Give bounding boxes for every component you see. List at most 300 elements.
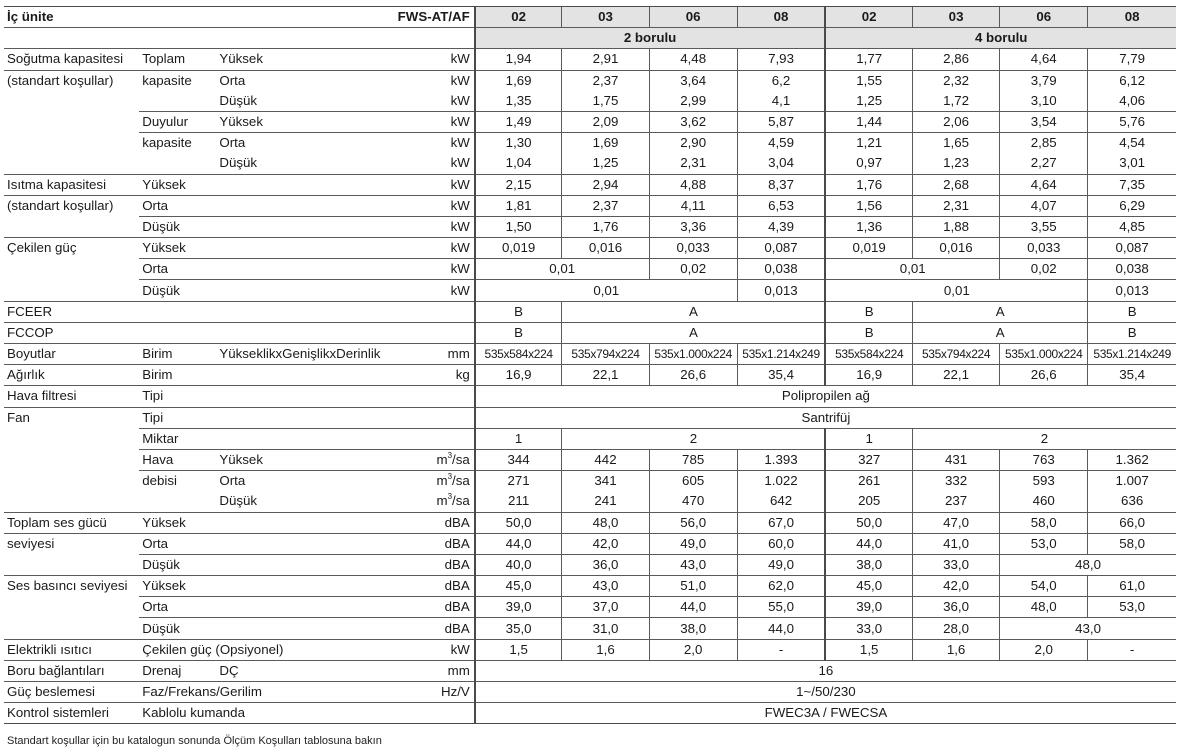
unit-suffix: /sa bbox=[452, 452, 470, 468]
data-cell: 4,64 bbox=[1000, 174, 1088, 195]
row-label bbox=[4, 597, 139, 618]
data-cell: 44,0 bbox=[825, 533, 912, 554]
row-unit: dBA bbox=[417, 512, 475, 533]
row-level-label bbox=[216, 280, 416, 301]
row-level-label bbox=[216, 554, 416, 575]
data-cell: 0,087 bbox=[1088, 238, 1176, 259]
data-cell: 535x1.214x249 bbox=[737, 344, 825, 365]
table-row bbox=[4, 386, 1176, 407]
table-title: İç ünite bbox=[4, 7, 216, 28]
data-cell: 6,29 bbox=[1088, 195, 1176, 216]
table-row bbox=[4, 533, 1176, 554]
data-cell: 48,0 bbox=[1000, 597, 1088, 618]
data-cell: 43,0 bbox=[1000, 618, 1176, 639]
row-sublabel: Drenaj bbox=[139, 660, 216, 681]
data-cell: 1,25 bbox=[825, 91, 912, 112]
data-cell: 1,23 bbox=[913, 153, 1000, 174]
table-row bbox=[4, 174, 1176, 195]
data-cell: 1,5 bbox=[475, 639, 562, 660]
row-label: Çekilen güç bbox=[4, 238, 139, 259]
data-cell: 3,36 bbox=[649, 216, 737, 237]
data-cell: 40,0 bbox=[475, 554, 562, 575]
data-cell: 4,85 bbox=[1088, 216, 1176, 237]
data-cell: 2,32 bbox=[913, 70, 1000, 91]
row-unit bbox=[417, 491, 475, 512]
table-row bbox=[4, 111, 1176, 132]
row-label bbox=[4, 259, 139, 280]
data-cell: B bbox=[825, 301, 912, 322]
row-unit bbox=[417, 386, 475, 407]
table-row bbox=[4, 682, 1176, 703]
row-unit: dBA bbox=[417, 597, 475, 618]
row-level-label: DÇ bbox=[216, 660, 416, 681]
row-label: Hava filtresi bbox=[4, 386, 139, 407]
data-cell: 53,0 bbox=[1088, 597, 1176, 618]
data-cell: 36,0 bbox=[913, 597, 1000, 618]
data-cell: 3,01 bbox=[1088, 153, 1176, 174]
row-unit: kg bbox=[417, 365, 475, 386]
table-row bbox=[4, 554, 1176, 575]
model-header: 03 bbox=[913, 7, 1000, 28]
data-cell: 2,68 bbox=[913, 174, 1000, 195]
data-cell: 211 bbox=[508, 493, 530, 509]
data-cell: 44,0 bbox=[737, 618, 825, 639]
row-level-label bbox=[216, 703, 416, 724]
data-cell: 2,90 bbox=[649, 133, 737, 154]
row-level-label bbox=[216, 216, 416, 237]
data-cell: 1,21 bbox=[825, 133, 912, 154]
data-cell: 1,75 bbox=[562, 91, 649, 112]
data-cell: 16 bbox=[475, 660, 1176, 681]
data-cell: 2,09 bbox=[562, 111, 649, 132]
data-cell: 6,53 bbox=[737, 195, 825, 216]
table-row bbox=[4, 512, 1176, 533]
data-cell: 332 bbox=[913, 471, 1000, 492]
model-header: 02 bbox=[825, 7, 912, 28]
row-level-label bbox=[216, 301, 416, 322]
data-cell: B bbox=[1088, 301, 1176, 322]
data-cell: 2,94 bbox=[562, 174, 649, 195]
data-cell: 4,64 bbox=[1000, 49, 1088, 70]
data-cell: 0,02 bbox=[649, 259, 737, 280]
row-unit: kW bbox=[417, 216, 475, 237]
row-label bbox=[4, 491, 139, 512]
row-sublabel: Düşük bbox=[139, 216, 216, 237]
data-cell: 535x1.214x249 bbox=[1088, 344, 1176, 365]
data-cell: 1,76 bbox=[825, 174, 912, 195]
row-unit: kW bbox=[417, 639, 475, 660]
row-label: Boru bağlantıları bbox=[4, 660, 139, 681]
data-cell: - bbox=[1088, 639, 1176, 660]
row-unit: kW bbox=[417, 238, 475, 259]
data-cell: 0,038 bbox=[1088, 259, 1176, 280]
data-cell: 67,0 bbox=[737, 512, 825, 533]
table-row bbox=[4, 133, 1176, 154]
data-cell: 7,79 bbox=[1088, 49, 1176, 70]
data-cell: 48,0 bbox=[1000, 554, 1176, 575]
data-cell: 44,0 bbox=[475, 533, 562, 554]
data-cell: 49,0 bbox=[649, 533, 737, 554]
row-unit: kW bbox=[417, 259, 475, 280]
data-cell: 593 bbox=[1000, 471, 1088, 492]
data-cell: 49,0 bbox=[737, 554, 825, 575]
row-unit: kW bbox=[417, 91, 475, 112]
data-cell: 16,9 bbox=[825, 365, 912, 386]
row-unit: dBA bbox=[417, 576, 475, 597]
row-level-label bbox=[216, 576, 416, 597]
row-unit: kW bbox=[417, 280, 475, 301]
table-row bbox=[4, 301, 1176, 322]
data-cell: 42,0 bbox=[913, 576, 1000, 597]
row-unit: kW bbox=[417, 49, 475, 70]
data-cell: 2,06 bbox=[913, 111, 1000, 132]
data-cell: 1,76 bbox=[562, 216, 649, 237]
row-label bbox=[4, 471, 139, 492]
row-label: FCCOP bbox=[4, 322, 139, 343]
row-level-label bbox=[216, 428, 416, 449]
table-row bbox=[4, 195, 1176, 216]
data-cell: 28,0 bbox=[913, 618, 1000, 639]
spec-table bbox=[4, 6, 1176, 724]
row-sublabel: Orta bbox=[139, 597, 216, 618]
row-sublabel: Yüksek bbox=[139, 576, 216, 597]
model-header: 08 bbox=[1088, 7, 1176, 28]
row-unit bbox=[417, 322, 475, 343]
data-cell: 54,0 bbox=[1000, 576, 1088, 597]
data-cell: 43,0 bbox=[562, 576, 649, 597]
data-cell: 271 bbox=[475, 471, 562, 492]
unit-base: m bbox=[436, 493, 448, 509]
data-cell: 38,0 bbox=[649, 618, 737, 639]
data-cell: 3,64 bbox=[649, 70, 737, 91]
group-header-4-pipe: 4 borulu bbox=[825, 28, 1176, 49]
data-cell: 37,0 bbox=[562, 597, 649, 618]
data-cell: 535x584x224 bbox=[825, 344, 912, 365]
row-unit: kW bbox=[417, 133, 475, 154]
data-cell: A bbox=[562, 322, 825, 343]
data-cell: 2,27 bbox=[1000, 153, 1088, 174]
data-cell: 341 bbox=[562, 471, 649, 492]
row-label: Kontrol sistemleri bbox=[4, 703, 139, 724]
data-cell: 0,016 bbox=[562, 238, 649, 259]
data-cell: 605 bbox=[649, 471, 737, 492]
unit-exponent: 3 bbox=[447, 471, 453, 481]
data-cell: 1.393 bbox=[737, 449, 825, 470]
row-level-label: Yüksek bbox=[216, 49, 416, 70]
data-cell: 45,0 bbox=[475, 576, 562, 597]
row-unit: kW bbox=[417, 111, 475, 132]
data-cell: 205 bbox=[825, 491, 912, 512]
row-level-label bbox=[216, 174, 416, 195]
row-sublabel: Kablolu kumanda bbox=[139, 703, 216, 724]
row-unit bbox=[417, 449, 475, 470]
data-cell: 45,0 bbox=[825, 576, 912, 597]
model-series: FWS-AT/AF bbox=[216, 7, 474, 28]
data-cell: 61,0 bbox=[1088, 576, 1176, 597]
row-sublabel: Orta bbox=[139, 533, 216, 554]
data-cell: 2,91 bbox=[562, 49, 649, 70]
row-sublabel: Yüksek bbox=[139, 174, 216, 195]
data-cell: 48,0 bbox=[562, 512, 649, 533]
data-cell: 5,87 bbox=[737, 111, 825, 132]
row-sublabel: Orta bbox=[139, 195, 216, 216]
data-cell: 1,25 bbox=[562, 153, 649, 174]
data-cell: 0,019 bbox=[825, 238, 912, 259]
data-cell: 535x794x224 bbox=[913, 344, 1000, 365]
row-level-label bbox=[216, 618, 416, 639]
data-cell: 35,4 bbox=[1088, 365, 1176, 386]
row-sublabel: Miktar bbox=[139, 428, 216, 449]
row-unit: kW bbox=[417, 195, 475, 216]
table-row bbox=[4, 216, 1176, 237]
row-level-label bbox=[216, 195, 416, 216]
data-cell: 2,31 bbox=[649, 153, 737, 174]
data-cell: 3,79 bbox=[1000, 70, 1088, 91]
row-sublabel: Düşük bbox=[139, 554, 216, 575]
data-cell: 1,81 bbox=[475, 195, 562, 216]
row-unit: dBA bbox=[417, 554, 475, 575]
model-header: 03 bbox=[562, 7, 649, 28]
unit-exponent: 3 bbox=[447, 450, 453, 460]
data-cell: 0,087 bbox=[737, 238, 825, 259]
data-cell: 4,06 bbox=[1088, 91, 1176, 112]
row-level-label bbox=[216, 512, 416, 533]
row-unit: kW bbox=[417, 174, 475, 195]
data-cell: 6,12 bbox=[1088, 70, 1176, 91]
header-spacer bbox=[4, 28, 417, 49]
table-row bbox=[4, 91, 1176, 112]
data-cell: 1,6 bbox=[562, 639, 649, 660]
data-cell: 5,76 bbox=[1088, 111, 1176, 132]
data-cell: 1,35 bbox=[505, 92, 532, 108]
row-unit bbox=[417, 301, 475, 322]
data-cell: 431 bbox=[913, 449, 1000, 470]
data-cell: 0,01 bbox=[825, 259, 999, 280]
data-cell: 4,11 bbox=[649, 195, 737, 216]
data-cell: 2,0 bbox=[649, 639, 737, 660]
row-label: Soğutma kapasitesi bbox=[4, 49, 139, 70]
data-cell: 31,0 bbox=[562, 618, 649, 639]
row-sublabel: Düşük bbox=[139, 618, 216, 639]
row-unit bbox=[417, 407, 475, 428]
row-unit bbox=[417, 471, 475, 492]
data-cell: 3,10 bbox=[1000, 91, 1088, 112]
data-cell: 535x1.000x224 bbox=[1000, 344, 1088, 365]
data-cell: 0,013 bbox=[1088, 280, 1176, 301]
data-cell: 62,0 bbox=[737, 576, 825, 597]
table-row bbox=[4, 449, 1176, 470]
data-cell: 26,6 bbox=[1000, 365, 1088, 386]
data-cell: 763 bbox=[1000, 449, 1088, 470]
data-cell: 3,55 bbox=[1000, 216, 1088, 237]
row-level-label: Orta bbox=[216, 70, 416, 91]
unit-base: m bbox=[436, 473, 448, 489]
row-sublabel: Birim bbox=[139, 344, 216, 365]
data-cell: 55,0 bbox=[737, 597, 825, 618]
data-cell: 2,85 bbox=[1000, 133, 1088, 154]
row-unit bbox=[417, 703, 475, 724]
row-sublabel: Tipi bbox=[139, 386, 216, 407]
data-cell: 344 bbox=[475, 449, 562, 470]
row-label bbox=[4, 618, 139, 639]
row-level-label bbox=[216, 365, 416, 386]
row-label bbox=[4, 216, 139, 237]
data-cell: 327 bbox=[825, 449, 912, 470]
data-cell: 39,0 bbox=[475, 597, 562, 618]
data-cell: 1,88 bbox=[913, 216, 1000, 237]
data-cell: 0,01 bbox=[825, 280, 1087, 301]
row-label bbox=[4, 280, 139, 301]
table-row bbox=[4, 344, 1176, 365]
row-label: seviyesi bbox=[4, 533, 139, 554]
data-cell: 4,39 bbox=[737, 216, 825, 237]
data-cell: 4,59 bbox=[737, 133, 825, 154]
data-cell: 0,97 bbox=[825, 153, 912, 174]
row-unit: mm bbox=[417, 344, 475, 365]
unit-exponent: 3 bbox=[447, 491, 453, 501]
data-cell: 6,2 bbox=[737, 70, 825, 91]
unit-base: m bbox=[436, 452, 448, 468]
data-cell: 1,44 bbox=[825, 111, 912, 132]
data-cell: 642 bbox=[737, 491, 825, 512]
row-level-label: Yüksek bbox=[216, 449, 416, 470]
data-cell: 460 bbox=[1000, 491, 1088, 512]
row-level-label: Orta bbox=[216, 133, 416, 154]
row-sublabel: Yüksek bbox=[139, 238, 216, 259]
data-cell: A bbox=[913, 301, 1088, 322]
data-cell: 535x584x224 bbox=[475, 344, 562, 365]
data-cell: B bbox=[1088, 322, 1176, 343]
table-row bbox=[4, 280, 1176, 301]
data-cell: Polipropilen ağ bbox=[475, 386, 1176, 407]
row-level-label bbox=[216, 533, 416, 554]
data-cell: 1.007 bbox=[1088, 471, 1176, 492]
data-cell: 2 bbox=[562, 428, 825, 449]
data-cell: 0,01 bbox=[475, 280, 737, 301]
header-row-models bbox=[4, 7, 1176, 28]
row-level-label bbox=[216, 259, 416, 280]
table-row bbox=[4, 576, 1176, 597]
data-cell: B bbox=[475, 301, 562, 322]
table-row bbox=[4, 153, 1176, 174]
data-cell: A bbox=[562, 301, 825, 322]
data-cell: 7,35 bbox=[1088, 174, 1176, 195]
row-label: FCEER bbox=[4, 301, 139, 322]
row-label: Elektrikli ısıtıcı bbox=[4, 639, 139, 660]
row-level-label: Düşük bbox=[219, 493, 258, 509]
row-label: Güç beslemesi bbox=[4, 682, 139, 703]
data-cell: 1,55 bbox=[825, 70, 912, 91]
data-cell: 50,0 bbox=[475, 512, 562, 533]
data-cell: 56,0 bbox=[649, 512, 737, 533]
data-cell: 1,77 bbox=[825, 49, 912, 70]
row-sublabel: Birim bbox=[139, 365, 216, 386]
data-cell: 51,0 bbox=[649, 576, 737, 597]
row-sublabel bbox=[139, 491, 216, 512]
table-row bbox=[4, 49, 1176, 70]
data-cell: 2,37 bbox=[562, 195, 649, 216]
row-level-label bbox=[216, 322, 416, 343]
model-header: 06 bbox=[649, 7, 737, 28]
table-row bbox=[4, 660, 1176, 681]
table-row bbox=[4, 491, 1176, 512]
row-label: Ağırlık bbox=[4, 365, 139, 386]
row-level-label bbox=[216, 407, 416, 428]
data-cell: 1,94 bbox=[475, 49, 562, 70]
table-row bbox=[4, 428, 1176, 449]
data-cell: 35,0 bbox=[475, 618, 562, 639]
group-header-2-pipe: 2 borulu bbox=[475, 28, 826, 49]
data-cell: FWEC3A / FWECSA bbox=[475, 703, 1176, 724]
row-level-label: YükseklikxGenişlikxDerinlik bbox=[216, 344, 416, 365]
header-row-groups bbox=[4, 28, 1176, 49]
data-cell: 636 bbox=[1088, 491, 1176, 512]
row-unit: dBA bbox=[417, 533, 475, 554]
row-unit: Hz/V bbox=[417, 682, 475, 703]
data-cell: 39,0 bbox=[825, 597, 912, 618]
data-cell: 442 bbox=[562, 449, 649, 470]
row-label bbox=[4, 91, 139, 112]
data-cell: 33,0 bbox=[825, 618, 912, 639]
data-cell: 0,033 bbox=[649, 238, 737, 259]
row-label: (standart koşullar) bbox=[4, 195, 139, 216]
row-label bbox=[4, 133, 139, 154]
row-level-label bbox=[216, 238, 416, 259]
data-cell: 4,88 bbox=[649, 174, 737, 195]
data-cell: 4,54 bbox=[1088, 133, 1176, 154]
data-cell: 44,0 bbox=[649, 597, 737, 618]
data-cell: 1~/50/230 bbox=[475, 682, 1176, 703]
data-cell: 1,5 bbox=[825, 639, 912, 660]
data-cell: 1.022 bbox=[737, 471, 825, 492]
data-cell: 1,6 bbox=[913, 639, 1000, 660]
data-cell: 2,37 bbox=[562, 70, 649, 91]
row-label bbox=[4, 111, 139, 132]
row-level-label: Düşük bbox=[219, 155, 258, 171]
row-level-label: Düşük bbox=[219, 92, 258, 108]
data-cell: 2,15 bbox=[475, 174, 562, 195]
data-cell: 2,86 bbox=[913, 49, 1000, 70]
data-cell: 1 bbox=[475, 428, 562, 449]
footnote: Standart koşullar için bu katalogun sonunda Ölçüm Koşulları tablosuna bakın bbox=[7, 735, 382, 747]
row-label: Ses basıncı seviyesi bbox=[4, 576, 139, 597]
data-cell: 60,0 bbox=[737, 533, 825, 554]
data-cell: 0,01 bbox=[475, 259, 649, 280]
row-sublabel bbox=[139, 301, 216, 322]
data-cell: 535x794x224 bbox=[562, 344, 649, 365]
header-spacer bbox=[417, 28, 475, 49]
row-unit: mm bbox=[417, 660, 475, 681]
data-cell: 33,0 bbox=[913, 554, 1000, 575]
data-cell: 0,038 bbox=[737, 259, 825, 280]
row-sublabel: Duyulur bbox=[139, 111, 216, 132]
row-sublabel bbox=[139, 91, 216, 112]
row-level-label: Orta bbox=[216, 471, 416, 492]
row-sublabel: Düşük bbox=[139, 280, 216, 301]
data-cell: 26,6 bbox=[649, 365, 737, 386]
row-sublabel: Yüksek bbox=[139, 512, 216, 533]
row-level-label: Yüksek bbox=[216, 111, 416, 132]
row-label bbox=[4, 153, 139, 174]
table-row bbox=[4, 259, 1176, 280]
table-row bbox=[4, 238, 1176, 259]
row-level-label bbox=[216, 386, 416, 407]
data-cell: 7,93 bbox=[737, 49, 825, 70]
table-row bbox=[4, 322, 1176, 343]
model-header: 08 bbox=[737, 7, 825, 28]
data-cell: 1,72 bbox=[913, 91, 1000, 112]
row-label: Boyutlar bbox=[4, 344, 139, 365]
